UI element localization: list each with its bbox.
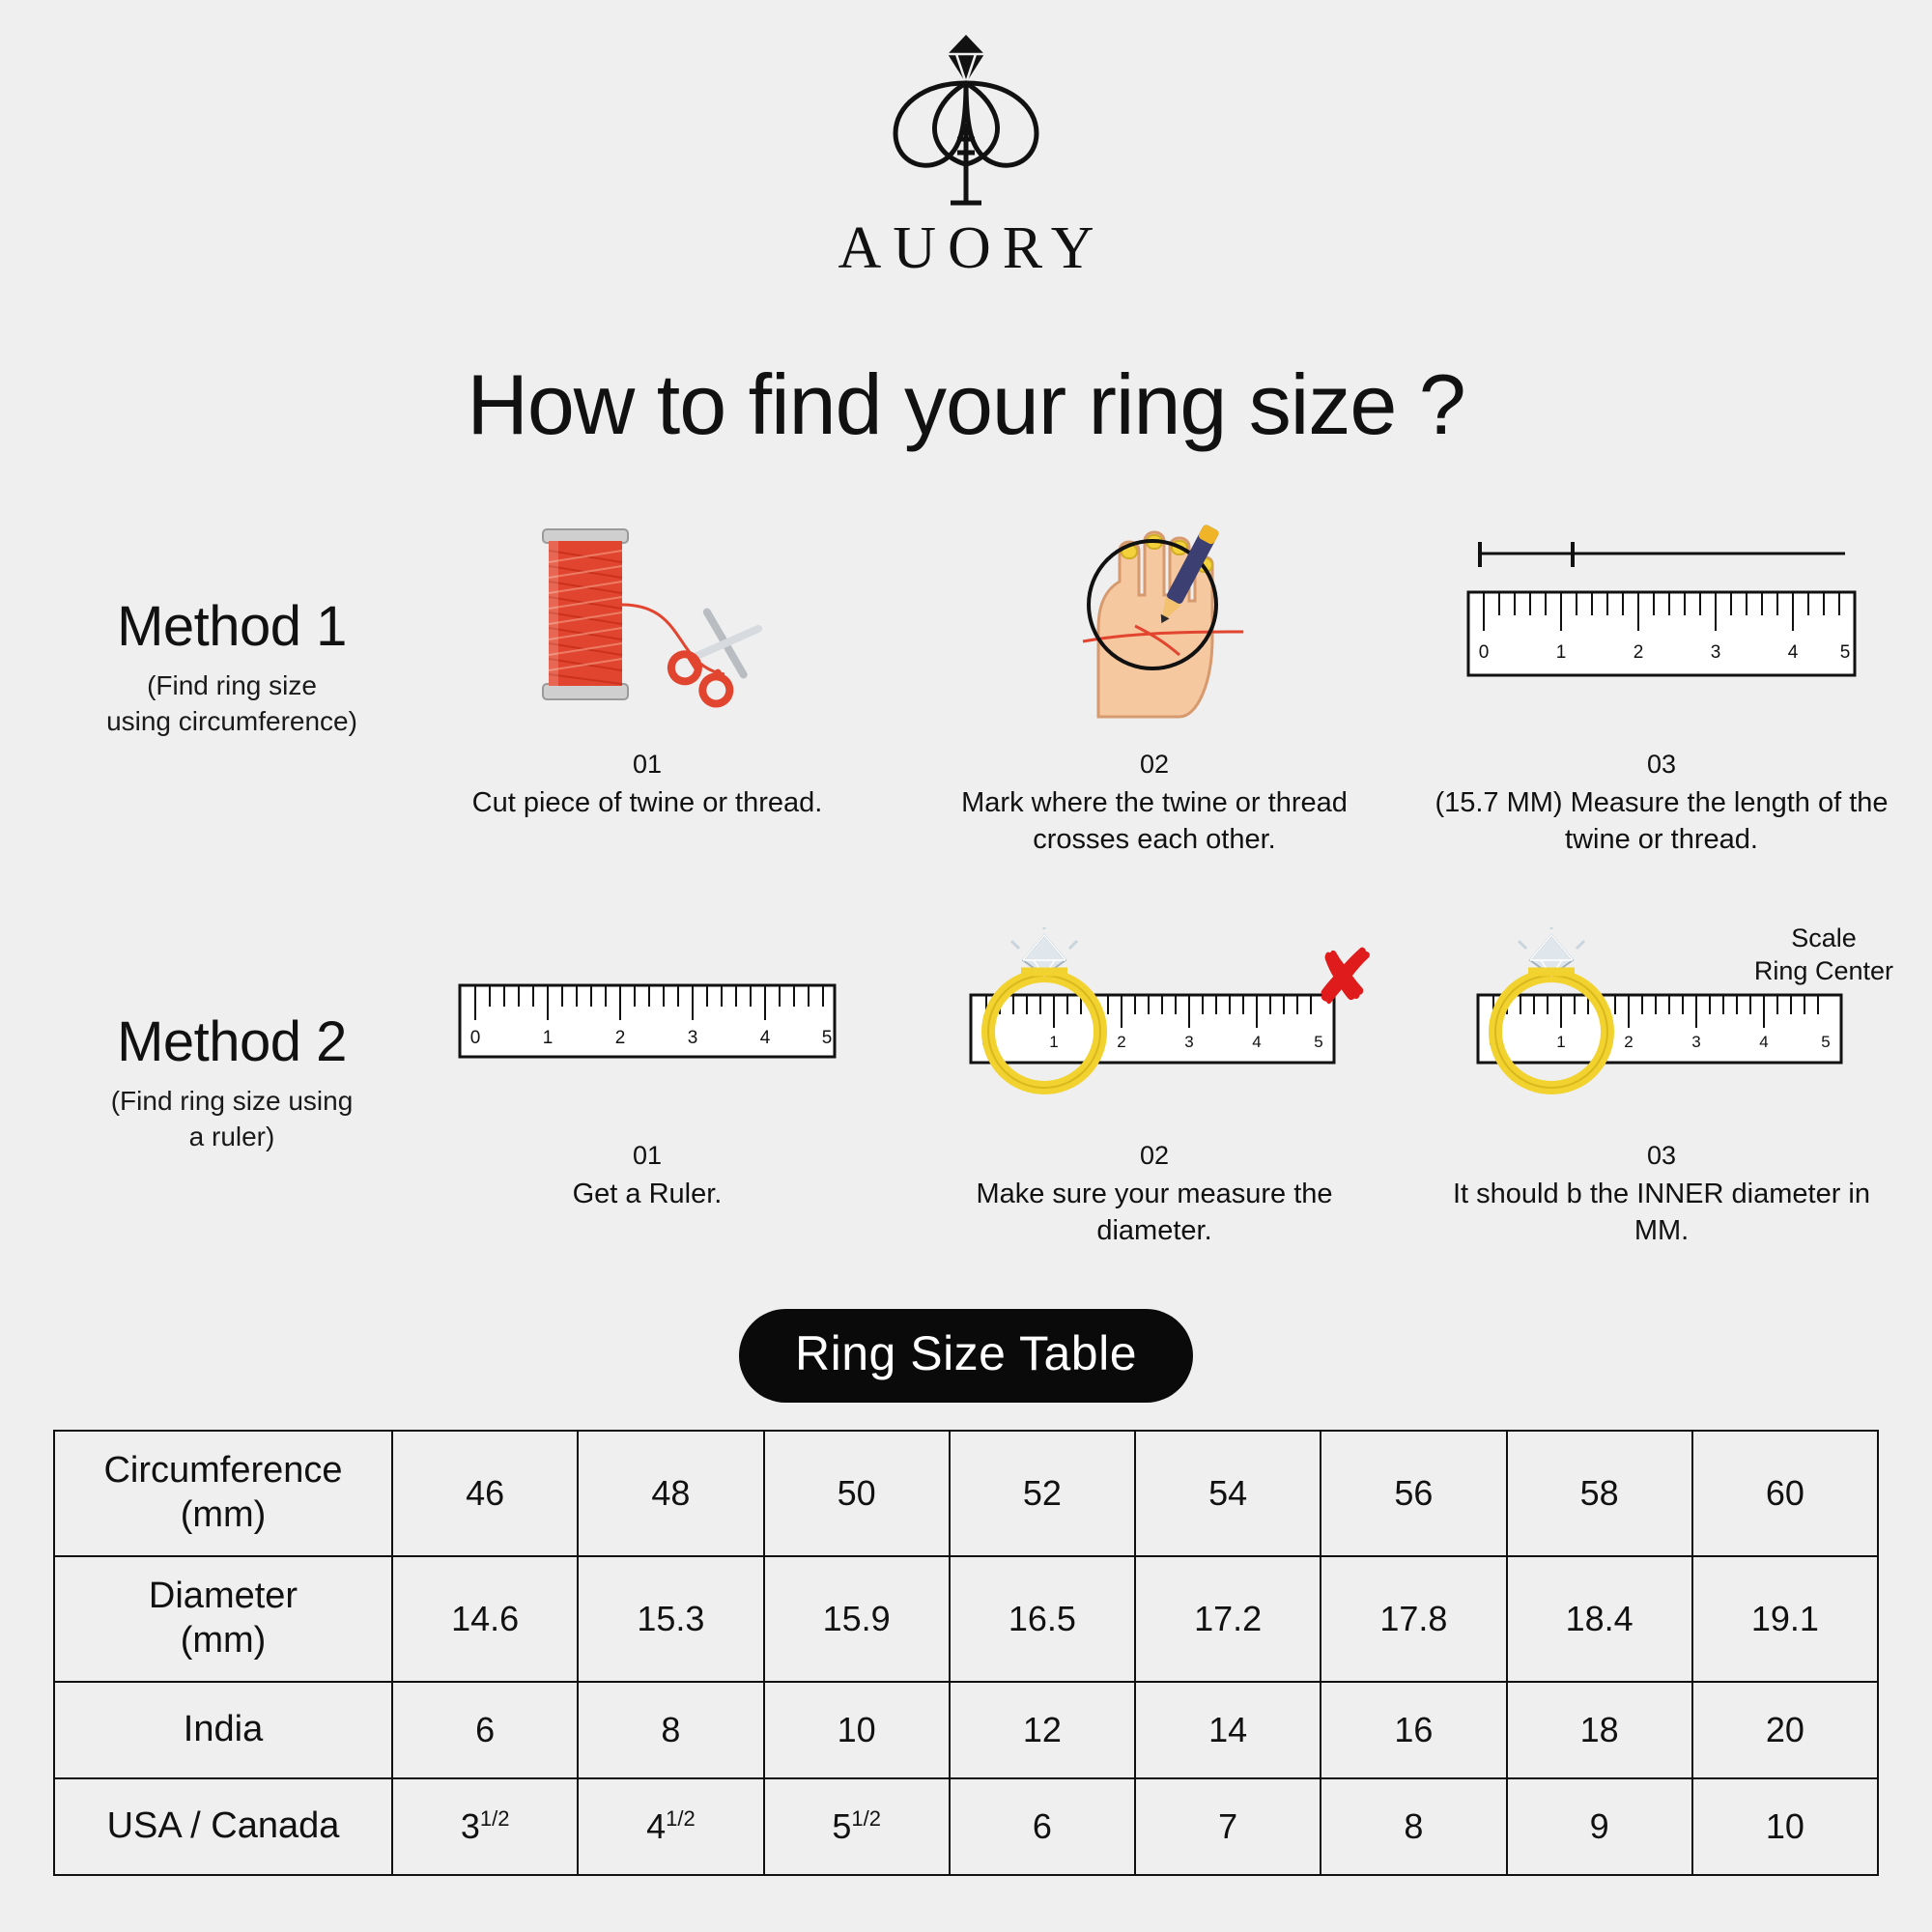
method-1-step-3-caption: (15.7 MM) Measure the length of the twine or thread.	[1435, 787, 1889, 855]
svg-text:2: 2	[1117, 1033, 1126, 1051]
cell-india-4: 14	[1135, 1682, 1321, 1778]
method-1-label	[39, 594, 425, 740]
cell-india-5: 16	[1321, 1682, 1506, 1778]
method-2-label	[39, 1009, 425, 1155]
diamond-ring-logo-icon	[855, 27, 1077, 211]
svg-text:1: 1	[1556, 1033, 1566, 1051]
cell-diameter-7: 19.1	[1692, 1556, 1878, 1682]
cell-diameter-3: 16.5	[950, 1556, 1135, 1682]
method-2-subtitle-line2: a ruler)	[188, 1121, 275, 1151]
cell-usa-2: $5^{1/2}$	[764, 1778, 950, 1875]
cell-usa-0: $3^{1/2}$	[392, 1778, 578, 1875]
row-header-circumference	[54, 1431, 392, 1556]
scale-ring-center-note	[1754, 923, 1893, 988]
ring-on-ruler-correct-icon	[1420, 913, 1903, 1135]
method-2-step-2	[913, 913, 1396, 1270]
cell-circumference-7: 60	[1692, 1431, 1878, 1556]
method-2-section	[0, 913, 1932, 1270]
cell-diameter-0: 14.6	[392, 1556, 578, 1682]
cell-diameter-4: 17.2	[1135, 1556, 1321, 1682]
cell-circumference-1: 48	[578, 1431, 763, 1556]
table-row-diameter	[54, 1556, 1878, 1682]
row-header-diameter	[54, 1556, 392, 1682]
table-row-usa-canada	[54, 1778, 1878, 1875]
svg-text:5: 5	[1839, 642, 1851, 663]
method-1-steps	[406, 502, 1903, 879]
svg-text:0: 0	[1478, 642, 1490, 663]
row-header-diameter-line1: Diameter	[148, 1576, 298, 1617]
svg-text:2: 2	[614, 1028, 626, 1048]
cell-usa-1: $4^{1/2}$	[578, 1778, 763, 1875]
method-1-step-3	[1420, 502, 1903, 879]
scale-note-line2: Ring Center	[1753, 955, 1893, 985]
svg-text:3: 3	[1184, 1033, 1194, 1051]
cell-india-3: 12	[950, 1682, 1135, 1778]
cell-india-7: 20	[1692, 1682, 1878, 1778]
method-1-subtitle	[39, 668, 425, 740]
incorrect-x-icon: ✘	[1313, 937, 1375, 1019]
svg-text:0: 0	[469, 1028, 481, 1048]
method-2-subtitle-line1: (Find ring size using	[110, 1086, 354, 1116]
method-1-subtitle-line1: (Find ring size	[147, 670, 317, 700]
svg-text:5: 5	[1821, 1033, 1831, 1051]
thread-spool-and-scissors-icon	[406, 502, 889, 744]
method-1-step-2-caption: Mark where the twine or thread crosses each other.	[961, 787, 1348, 855]
ring-size-table	[53, 1430, 1879, 1876]
scale-note-line1: Scale	[1791, 923, 1857, 952]
brand-name: AUORY	[838, 215, 1106, 281]
cell-circumference-3: 52	[950, 1431, 1135, 1556]
cell-usa-6: 9	[1507, 1778, 1692, 1875]
cell-circumference-2: 50	[764, 1431, 950, 1556]
method-1-step-1-caption: Cut piece of twine or thread.	[471, 787, 823, 818]
svg-text:1: 1	[1555, 642, 1567, 663]
cell-usa-5: 8	[1321, 1778, 1506, 1875]
svg-text:5: 5	[1314, 1033, 1323, 1051]
cell-usa-7: 10	[1692, 1778, 1878, 1875]
row-header-usa-canada: USA / Canada	[54, 1778, 392, 1875]
svg-text:4: 4	[1759, 1033, 1769, 1051]
method-2-title: Method 2	[117, 1010, 347, 1073]
method-2-step-2-number: 02	[1139, 1141, 1170, 1170]
method-1-step-1	[406, 502, 889, 879]
cell-usa-4: 7	[1135, 1778, 1321, 1875]
page-title: How to find your ring size ?	[467, 356, 1465, 452]
table-row-india	[54, 1682, 1878, 1778]
method-2-step-1-caption: Get a Ruler.	[572, 1179, 723, 1209]
cell-circumference-6: 58	[1507, 1431, 1692, 1556]
method-1-subtitle-line2: using circumference)	[106, 705, 357, 736]
ruler-icon	[406, 913, 889, 1135]
cell-usa-3: 6	[950, 1778, 1135, 1875]
method-2-step-1	[406, 913, 889, 1270]
method-1-step-3-number: 03	[1646, 750, 1677, 779]
cell-india-0: 6	[392, 1682, 578, 1778]
method-1-title: Method 1	[117, 595, 347, 658]
method-1-step-2-number: 02	[1139, 750, 1170, 779]
cell-circumference-5: 56	[1321, 1431, 1506, 1556]
ruler-measuring-icon	[1420, 502, 1903, 744]
method-1-section	[0, 502, 1932, 879]
ring-on-ruler-incorrect-icon	[913, 913, 1396, 1135]
svg-text:2: 2	[1633, 642, 1644, 663]
svg-text:4: 4	[1252, 1033, 1262, 1051]
method-2-step-3-number: 03	[1646, 1141, 1677, 1170]
svg-text:0: 0	[1489, 1033, 1498, 1051]
cell-diameter-5: 17.8	[1321, 1556, 1506, 1682]
cell-india-6: 18	[1507, 1682, 1692, 1778]
row-header-circumference-line1: Circumference	[103, 1450, 343, 1492]
method-2-step-2-caption: Make sure your measure the diameter.	[976, 1179, 1333, 1246]
brand-header	[0, 27, 1932, 283]
svg-text:1: 1	[1049, 1033, 1059, 1051]
svg-text:3: 3	[1691, 1033, 1701, 1051]
table-row-circumference	[54, 1431, 1878, 1556]
method-2-subtitle	[39, 1084, 425, 1155]
method-2-step-1-number: 01	[632, 1141, 663, 1170]
ring-size-table-heading: Ring Size Table	[739, 1309, 1193, 1403]
cell-diameter-6: 18.4	[1507, 1556, 1692, 1682]
cell-circumference-0: 46	[392, 1431, 578, 1556]
svg-text:4: 4	[1787, 642, 1799, 663]
cell-diameter-1: 15.3	[578, 1556, 763, 1682]
method-2-step-3-caption: It should b the INNER diameter in MM.	[1453, 1179, 1870, 1246]
cell-india-1: 8	[578, 1682, 763, 1778]
svg-text:2: 2	[1624, 1033, 1634, 1051]
svg-text:1: 1	[542, 1028, 554, 1048]
row-header-india: India	[54, 1682, 392, 1778]
row-header-diameter-line2: (mm)	[180, 1620, 267, 1661]
svg-text:0: 0	[981, 1033, 991, 1051]
method-2-step-3	[1420, 913, 1903, 1270]
cell-india-2: 10	[764, 1682, 950, 1778]
svg-text:4: 4	[759, 1028, 771, 1048]
method-1-step-1-number: 01	[632, 750, 663, 779]
row-header-circumference-line2: (mm)	[180, 1494, 267, 1535]
svg-text:3: 3	[1710, 642, 1721, 663]
cell-diameter-2: 15.9	[764, 1556, 950, 1682]
method-2-steps	[406, 913, 1903, 1270]
method-1-step-2	[913, 502, 1396, 879]
hand-with-pen-marking-icon	[913, 502, 1396, 744]
cell-circumference-4: 54	[1135, 1431, 1321, 1556]
svg-text:5: 5	[821, 1028, 833, 1048]
svg-text:3: 3	[687, 1028, 698, 1048]
